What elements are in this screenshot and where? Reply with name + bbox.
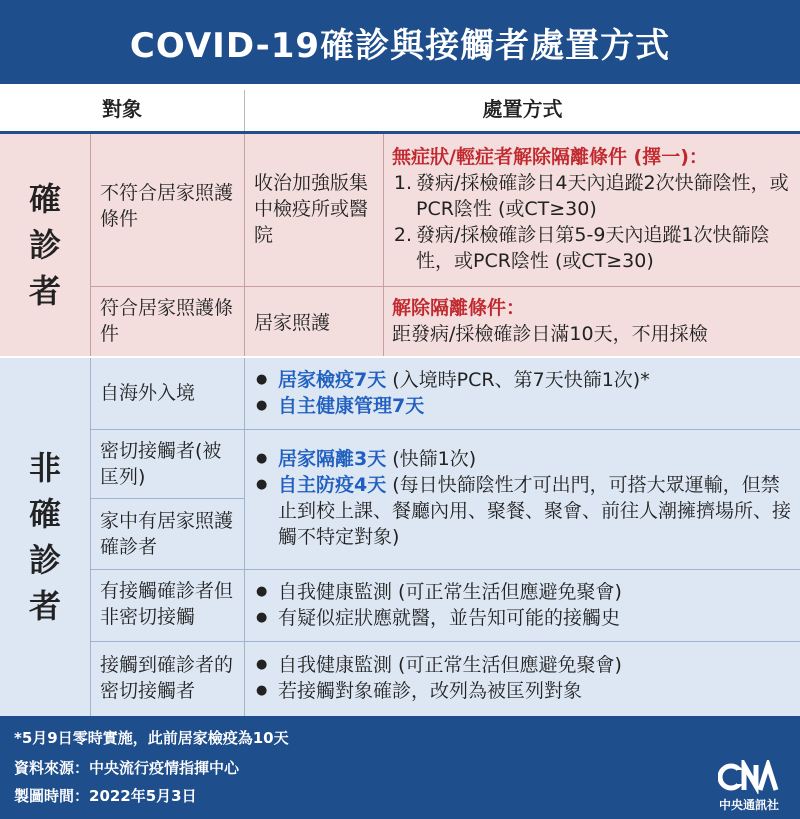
page-title: COVID-19確診與接觸者處置方式 [129, 25, 671, 66]
list-item [256, 678, 792, 704]
contact-of-close-contact-measures [256, 652, 792, 704]
overseas-measures [256, 367, 792, 419]
bullet-icon: ● [256, 398, 268, 413]
label-char: 確 [28, 180, 61, 218]
item-text: 發病/採檢確診日4天內追蹤2次快篩陰性，或PCR陰性 (或CT≥30) [416, 172, 789, 220]
divider [244, 358, 245, 716]
highlight-text: 自主健康管理7天 [278, 395, 425, 417]
release-heading: 解除隔離條件： [392, 297, 526, 319]
table-header [0, 84, 800, 134]
release-conditions-ineligible [392, 144, 792, 274]
item-text: (每日快篩陰性才可出門，可搭大眾運輸，但禁止到校上課、餐廳內用、聚餐、聚會、前往人潮擁擠場所、接觸不特定對象) [278, 474, 792, 548]
nonconfirmed-label [0, 358, 90, 716]
divider [383, 134, 384, 356]
list-item [256, 652, 792, 678]
nonconfirmed-section [0, 358, 800, 716]
label-char: 者 [28, 272, 61, 310]
target-home-care-eligible: 符合居家照護條件 [100, 297, 234, 345]
item-text: 自我健康監測 (可正常生活但應避免聚會) [278, 581, 622, 603]
list-item [256, 446, 792, 472]
bullet-icon: ● [256, 610, 268, 625]
release-heading: 無症狀/輕症者解除隔離條件 (擇一)： [392, 146, 708, 168]
item-text: 若接觸對象確診，改列為被匡列對象 [278, 680, 583, 702]
confirmed-section [0, 134, 800, 356]
header-target: 對象 [102, 97, 142, 121]
label-char: 非 [28, 449, 61, 487]
release-conditions-eligible [392, 295, 792, 347]
divider [90, 286, 800, 287]
list-item [256, 579, 792, 605]
label-char: 診 [28, 541, 61, 579]
list-item [256, 605, 792, 631]
target-non-close-contact: 有接觸確診者但非密切接觸 [100, 580, 234, 628]
label-char: 者 [28, 587, 61, 625]
list-item [392, 170, 792, 222]
list-item [256, 367, 792, 393]
label-char: 診 [28, 226, 61, 264]
place-quarantine-hospital: 收治加強版集中檢疫所或醫院 [254, 172, 369, 246]
divider [90, 569, 800, 570]
highlight-text: 自主防疫4天 [278, 474, 387, 496]
date-text: 製圖時間：2022年5月3日 [14, 787, 197, 805]
title-bar [0, 0, 800, 84]
item-text: (快篩1次) [386, 448, 477, 470]
bullet-icon: ● [256, 372, 268, 387]
confirmed-label [0, 134, 90, 356]
label-char: 確 [28, 495, 61, 533]
release-text: 距發病/採檢確診日滿10天，不用採檢 [392, 323, 708, 345]
target-contact-of-close-contact: 接觸到確診者的密切接觸者 [100, 654, 234, 702]
bullet-icon: ● [256, 477, 268, 492]
highlight-text: 居家隔離3天 [278, 448, 387, 470]
cna-logo-icon [718, 760, 780, 794]
target-overseas-arrival: 自海外入境 [100, 382, 196, 404]
divider [244, 134, 245, 356]
logo-caption: 中央通訊社 [718, 798, 779, 812]
header-action: 處置方式 [482, 97, 563, 121]
highlight-text: 居家檢疫7天 [278, 369, 387, 391]
divider [90, 429, 800, 430]
target-home-care-ineligible: 不符合居家照護條件 [100, 182, 234, 230]
item-text: 發病/採檢確診日第5-9天內追蹤1次快篩陰性，或PCR陰性 (或CT≥30) [416, 224, 770, 272]
bullet-icon: ● [256, 683, 268, 698]
divider [90, 641, 800, 642]
target-close-contact: 密切接觸者(被匡列) [100, 440, 222, 488]
place-home-care: 居家照護 [254, 312, 331, 334]
list-item [256, 472, 792, 550]
non-close-contact-measures [256, 579, 792, 631]
item-text: (入境時PCR、第7天快篩1次)* [386, 369, 650, 391]
item-text: 自我健康監測 (可正常生活但應避免聚會) [278, 654, 622, 676]
divider [90, 134, 91, 356]
list-item [256, 393, 792, 419]
footnote: *5月9日零時實施，此前居家檢疫為10天 [14, 729, 289, 747]
source-text: 資料來源：中央流行疫情指揮中心 [14, 759, 240, 777]
list-item [392, 222, 792, 274]
close-contact-measures [256, 446, 792, 550]
item-number: 1. [393, 172, 412, 194]
bullet-icon: ● [256, 451, 268, 466]
target-household-contact: 家中有居家照護確診者 [100, 510, 234, 558]
footer [0, 716, 800, 819]
item-text: 有疑似症狀應就醫，並告知可能的接觸史 [278, 607, 621, 629]
bullet-icon: ● [256, 584, 268, 599]
item-number: 2. [393, 224, 412, 246]
bullet-icon: ● [256, 657, 268, 672]
divider [90, 358, 91, 716]
divider [90, 498, 245, 499]
cna-logo [704, 760, 794, 816]
